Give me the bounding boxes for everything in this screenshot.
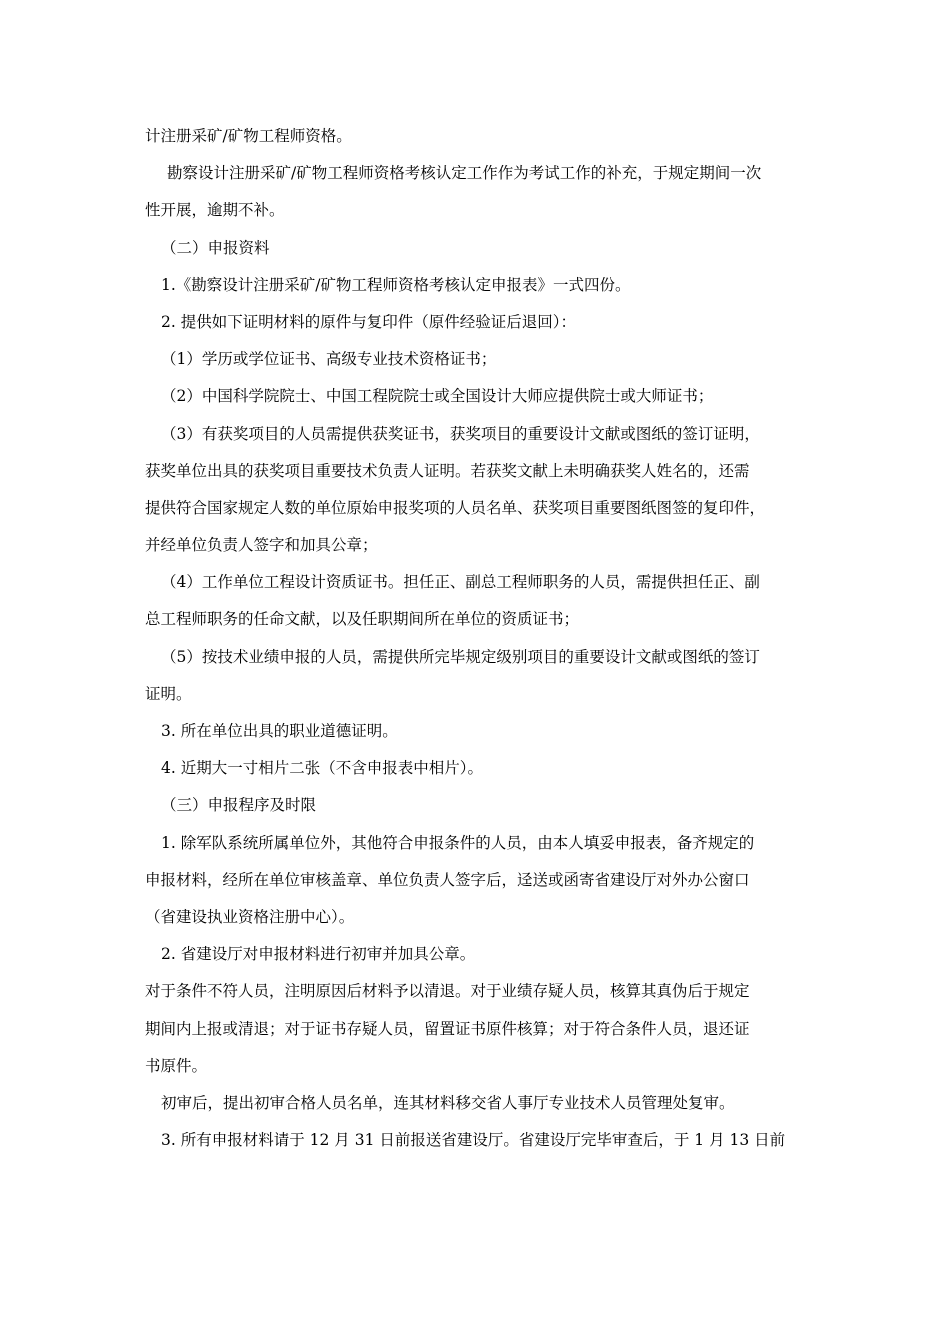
text-line: 提供符合国家规定人数的单位原始申报奖项的人员名单、获奖项目重要图纸图签的复印件， (145, 498, 766, 517)
text-line: （2）中国科学院院士、中国工程院院士或全国设计大师应提供院士或大师证书； (161, 387, 714, 406)
text-line: 初审后，提出初审合格人员名单，连其材料移交省人事厅专业技术人员管理处复审。 (161, 1093, 735, 1112)
text-line: 证明。 (145, 684, 192, 703)
text-line: 申报材料，经所在单位审核盖章、单位负责人签字后，迳送或函寄省建设厅对外办公窗口 (145, 870, 750, 889)
text-line: 并经单位负责人签字和加具公章； (145, 536, 378, 555)
text-line: （3）有获奖项目的人员需提供获奖证书，获奖项目的重要设计文献或图纸的签订证明， (161, 424, 760, 443)
text-line: 勘察设计注册采矿/矿物工程师资格考核认定工作作为考试工作的补充，于规定期间一次 (167, 164, 762, 183)
text-line: 期间内上报或清退；对于证书存疑人员，留置证书原件核算；对于符合条件人员，退还证 (145, 1019, 750, 1038)
text-line: （1）学历或学位证书、高级专业技术资格证书； (161, 350, 497, 369)
text-line: 对于条件不符人员，注明原因后材料予以清退。对于业绩存疑人员，核算其真伪后于规定 (145, 982, 750, 1001)
text-line: 性开展，逾期不补。 (145, 201, 285, 220)
text-line: 书原件。 (145, 1056, 208, 1075)
section-heading: （二）申报资料 (161, 238, 270, 257)
text-line: 1. 除军队系统所属单位外，其他符合申报条件的人员，由本人填妥申报表，备齐规定的 (161, 833, 755, 852)
text-line: 3. 所在单位出具的职业道德证明。 (161, 722, 398, 740)
text-line: （省建设执业资格注册中心）。 (145, 907, 355, 926)
text-line: 1.《勘察设计注册采矿/矿物工程师资格考核认定申报表》一式四份。 (161, 275, 631, 294)
text-line: 2. 提供如下证明材料的原件与复印件（原件经验证后退回）： (161, 312, 576, 331)
section-heading: （三）申报程序及时限 (161, 796, 317, 815)
text-line: 总工程师职务的任命文献，以及任职期间所在单位的资质证书； (145, 610, 580, 629)
text-line: （4）工作单位工程设计资质证书。担任正、副总工程师职务的人员，需提供担任正、副 (161, 573, 760, 592)
text-line: 2. 省建设厅对申报材料进行初审并加具公章。 (161, 945, 476, 964)
text-line: （5）按技术业绩申报的人员，需提供所完毕规定级别项目的重要设计文献或图纸的签订 (161, 647, 760, 666)
text-line: 4. 近期大一寸相片二张（不含申报表中相片）。 (161, 759, 483, 778)
text-line: 计注册采矿/矿物工程师资格。 (145, 127, 352, 145)
text-line: 获奖单位出具的获奖项目重要技术负责人证明。若获奖文献上未明确获奖人姓名的，还需 (145, 461, 750, 480)
text-line: 3. 所有申报材料请于 12 月 31 日前报送省建设厅。省建设厅完毕审查后，于 1 月 13 日前 (161, 1131, 786, 1150)
document-body (145, 118, 805, 1159)
